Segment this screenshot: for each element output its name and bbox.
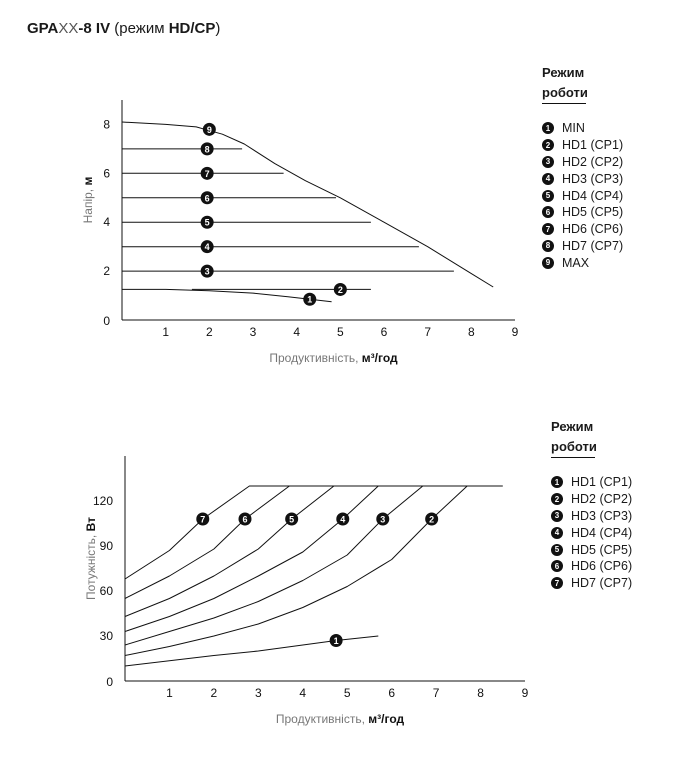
series-marker-label: 5	[289, 514, 295, 525]
legend-label: HD4 (CP4)	[571, 525, 633, 540]
legend-heading: роботи	[551, 437, 595, 458]
legend-item	[542, 154, 623, 171]
legend-item	[542, 137, 623, 154]
x-tick-label: 8	[467, 325, 475, 339]
x-tick-label: 9	[511, 325, 519, 339]
legend-number-badge: 5	[551, 544, 563, 556]
legend-number-badge: 3	[551, 510, 563, 522]
series-marker-label: 1	[307, 294, 313, 305]
legend-label: HD3 (CP3)	[571, 508, 633, 523]
x-tick-label: 5	[343, 686, 351, 700]
series-marker-label: 2	[429, 514, 435, 525]
x-tick-label: 7	[424, 325, 432, 339]
y-tick-label: 30	[99, 629, 113, 643]
x-axis-label: Продуктивність, м³/год	[269, 351, 398, 365]
legend-label: HD4 (CP4)	[562, 188, 624, 203]
legend-item	[551, 558, 632, 575]
x-tick-label: 8	[477, 686, 484, 700]
legend-number-badge: 7	[542, 223, 554, 235]
series-line-5	[125, 486, 334, 617]
y-tick-label: 120	[92, 494, 113, 508]
legend-item	[551, 575, 632, 592]
series-line-6	[125, 486, 289, 599]
legend-item	[551, 491, 632, 508]
legend-number-badge: 4	[542, 173, 554, 185]
legend-label: HD2 (CP2)	[571, 492, 633, 507]
y-tick-label: 8	[103, 117, 110, 132]
legend-item	[542, 221, 623, 238]
series-marker-label: 6	[204, 193, 210, 204]
x-tick-label: 1	[166, 686, 173, 700]
x-tick-label: 2	[210, 686, 218, 700]
y-tick-label: 6	[103, 166, 110, 181]
legend-label: HD5 (CP5)	[571, 542, 633, 557]
series-marker-label: 7	[200, 514, 206, 525]
legend-heading: роботи	[542, 83, 586, 104]
legend-item	[542, 254, 623, 271]
series-marker-label: 9	[206, 124, 212, 135]
x-axis-label: Продуктивність, м³/год	[275, 712, 405, 726]
legend-item	[542, 204, 623, 221]
x-tick-label: 9	[521, 686, 529, 700]
legend-label: HD7 (CP7)	[571, 576, 633, 591]
legend-number-badge: 6	[542, 206, 554, 218]
x-tick-label: 6	[388, 686, 396, 700]
series-marker-label: 1	[333, 636, 339, 646]
x-tick-label: 7	[432, 686, 440, 700]
legend-item	[542, 238, 623, 255]
series-marker-label: 8	[204, 144, 210, 155]
legend-label: HD1 (CP1)	[562, 138, 624, 153]
legend-number-badge: 6	[551, 560, 563, 572]
legend-label: HD6 (CP6)	[571, 559, 633, 574]
x-tick-label: 6	[380, 325, 388, 339]
legend-number-badge: 9	[542, 257, 554, 269]
page-title: GPAXX-8 IV (режим HD/CP)	[27, 20, 221, 37]
x-tick-label: 3	[249, 325, 257, 339]
y-axis-label: Потужність, Вт	[84, 517, 98, 600]
y-tick-label: 2	[103, 264, 110, 279]
legend-label: HD5 (CP5)	[562, 205, 624, 220]
legend-number-badge: 2	[551, 493, 563, 505]
legend-heading: Режим	[551, 419, 594, 434]
x-tick-label: 1	[162, 325, 170, 339]
legend-item	[551, 508, 632, 525]
series-line-2	[125, 486, 467, 656]
origin-label: 0	[103, 314, 110, 328]
x-tick-label: 4	[293, 325, 301, 339]
legend-number-badge: 2	[542, 139, 554, 151]
legend-item	[542, 120, 623, 137]
x-tick-label: 2	[205, 325, 213, 339]
series-marker-label: 4	[204, 242, 210, 253]
legend-heading: Режим	[542, 65, 585, 80]
series-line-3	[125, 486, 423, 645]
legend-number-badge: 1	[551, 476, 563, 488]
legend-label: HD1 (CP1)	[571, 475, 633, 490]
series-marker-label: 4	[340, 514, 346, 525]
y-tick-label: 90	[99, 539, 113, 553]
legend-item	[542, 187, 623, 204]
x-tick-label: 3	[254, 686, 262, 700]
series-marker-label: 2	[337, 284, 343, 295]
legend-item	[542, 170, 623, 187]
series-marker-label: 3	[204, 266, 210, 277]
legend-label: HD6 (CP6)	[562, 222, 624, 237]
legend-number-badge: 1	[542, 122, 554, 134]
legend-label: HD2 (CP2)	[562, 154, 624, 169]
series-marker-label: 3	[380, 514, 386, 525]
legend-head	[542, 63, 623, 271]
legend-number-badge: 4	[551, 527, 563, 539]
legend-item	[551, 541, 632, 558]
legend-number-badge: 5	[542, 190, 554, 202]
legend-label: HD3 (CP3)	[562, 171, 624, 186]
legend-label: HD7 (CP7)	[562, 238, 624, 253]
x-tick-label: 5	[336, 325, 344, 339]
y-axis-label: Напір, м	[81, 176, 95, 224]
legend-label: MIN	[562, 121, 585, 136]
series-marker-label: 5	[204, 217, 210, 228]
y-tick-label: 60	[99, 584, 113, 598]
origin-label: 0	[106, 675, 113, 689]
legend-number-badge: 3	[542, 156, 554, 168]
legend-number-badge: 7	[551, 577, 563, 589]
legend-number-badge: 8	[542, 240, 554, 252]
series-marker-label: 6	[242, 514, 248, 525]
legend-item	[551, 474, 632, 491]
legend-item	[551, 524, 632, 541]
legend-label: MAX	[562, 255, 590, 270]
series-marker-label: 7	[204, 168, 210, 179]
y-tick-label: 4	[103, 215, 110, 230]
legend-power	[551, 417, 632, 592]
series-line-7	[125, 486, 503, 579]
x-tick-label: 4	[299, 686, 307, 700]
